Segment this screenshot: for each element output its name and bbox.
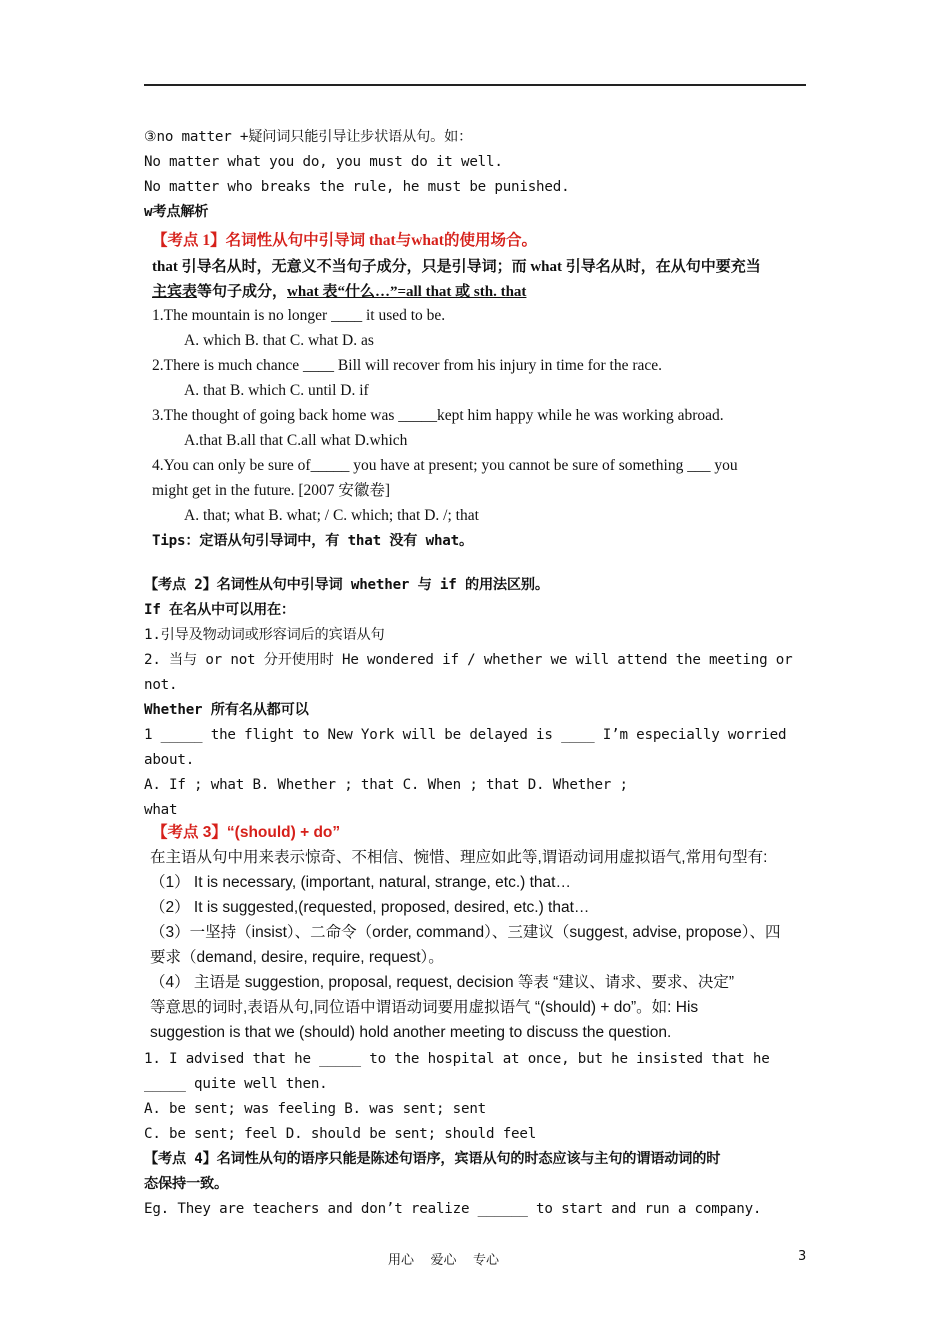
- text-line: ③no matter +疑问词只能引导让步状语从句。如：: [144, 129, 473, 145]
- question-line: 4.You can only be sure of_____ you have at present; you cannot be sure of something ___ you: [152, 457, 738, 474]
- text-line: not.: [144, 677, 178, 693]
- heading-text: 与: [395, 232, 412, 249]
- text-span: 等句子成分，: [197, 284, 288, 300]
- text-line: 2. 当与 or not 分开使用时 He wondered if / whether we will attend the meeting or: [144, 652, 793, 668]
- heading-point-1: [152, 231, 537, 251]
- text-line: [152, 282, 526, 302]
- header-rule: [144, 84, 806, 86]
- text-line: Whether 所有名从都可以: [144, 702, 309, 718]
- text-line: 等意思的词时,表语从句,同位语中谓语动词要用虚拟语气 “(should) + do”。如: His: [150, 999, 699, 1016]
- heading-point-2: 【考点 2】名词性从句中引导词 whether 与 if 的用法区别。: [144, 577, 549, 593]
- question-line: 1. I advised that he _____ to the hospital at once, but he insisted that he: [144, 1051, 770, 1067]
- text-line: （3）一坚持（insist）、二命令（order, command）、三建议（suggest, advise, propose）、四: [150, 924, 781, 941]
- options-line: A. that; what B. what; / C. which; that D. /; that: [184, 507, 479, 524]
- options-line: A. that B. which C. until D. if: [184, 382, 369, 399]
- text-span: 主宾表: [152, 284, 198, 300]
- text-line: No matter what you do, you must do it well.: [144, 154, 503, 170]
- text-line: （2） It is suggested,(requested, proposed, desired, etc.) that…: [150, 899, 590, 916]
- heading-text: what: [411, 232, 444, 249]
- text-line: 1.引导及物动词或形容词后的宾语从句: [144, 627, 385, 643]
- text-line: that 引导名从时，无意义不当句子成分，只是引导词；而 what 引导名从时，在从句中要充当: [152, 259, 761, 275]
- options-line: A. If ; what B. Whether ; that C. When ; that D. Whether ;: [144, 777, 628, 793]
- text-line: 态保持一致。: [144, 1176, 228, 1192]
- text-line: 要求（demand, desire, require, request）。: [150, 949, 444, 966]
- page-number: 3: [798, 1249, 807, 1264]
- heading-text: that: [369, 232, 396, 249]
- footer-motto: 用心 爱心 专心: [388, 1253, 500, 1268]
- question-line: about.: [144, 752, 195, 768]
- heading-point-3: 【考点 3】“(should) + do”: [152, 824, 341, 841]
- heading-text: 的使用场合。: [443, 232, 537, 249]
- options-line: A. be sent; was feeling B. was sent; sent: [144, 1101, 487, 1117]
- question-line: 3.The thought of going back home was _____kept him happy while he was working abroad.: [152, 407, 724, 424]
- question-line: _____ quite well then.: [144, 1076, 328, 1092]
- text-line: No matter who breaks the rule, he must be punished.: [144, 179, 570, 195]
- heading-point-4: 【考点 4】名词性从句的语序只能是陈述句语序，宾语从句的时态应该与主句的谓语动词的时: [144, 1151, 721, 1167]
- text-line: （1） It is necessary, (important, natural, strange, etc.) that…: [150, 874, 571, 891]
- text-span: what 表“什么…”=all that 或 sth. that: [287, 284, 527, 300]
- options-line: what: [144, 802, 178, 818]
- question-line: 1 _____ the flight to New York will be delayed is ____ I’m especially worried: [144, 727, 787, 743]
- options-line: A.that B.all that C.all what D.which: [184, 432, 408, 449]
- text-line: suggestion is that we (should) hold another meeting to discuss the question.: [150, 1024, 672, 1041]
- text-line: （4） 主语是 suggestion, proposal, request, decision 等表 “建议、请求、要求、决定”: [150, 974, 735, 991]
- heading-text: 【考点 1】名词性从句中引导词: [152, 232, 370, 249]
- question-line: might get in the future. [2007 安徽卷]: [152, 482, 391, 499]
- options-line: A. which B. that C. what D. as: [184, 332, 374, 349]
- question-line: Eg. They are teachers and don’t realize ______ to start and run a company.: [144, 1201, 762, 1217]
- text-line: If 在名从中可以用在：: [144, 602, 295, 618]
- options-line: C. be sent; feel D. should be sent; should feel: [144, 1126, 537, 1142]
- question-line: 1.The mountain is no longer ____ it used to be.: [152, 307, 446, 324]
- question-line: 2.There is much chance ____ Bill will recover from his injury in time for the race.: [152, 357, 663, 374]
- section-heading: w考点解析: [144, 204, 209, 220]
- tips-line: Tips：定语从句引导词中，有 that 没有 what。: [152, 533, 473, 549]
- text-line: 在主语从句中用来表示惊奇、不相信、惋惜、理应如此等,谓语动词用虚拟语气,常用句型有:: [150, 849, 768, 866]
